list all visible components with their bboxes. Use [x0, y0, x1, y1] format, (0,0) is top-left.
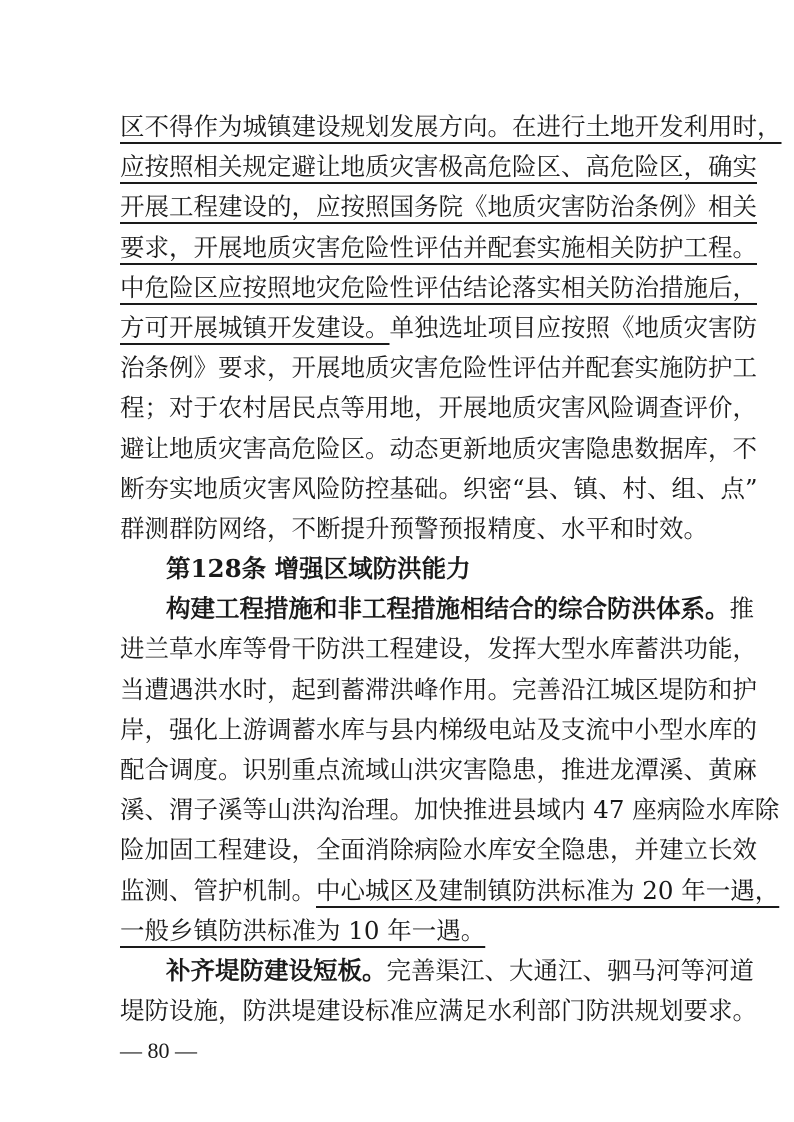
text-line [120, 629, 757, 669]
body-text: 断夯实地质灾害风险防控基础。织密“县、镇、村、组、点” [120, 473, 758, 503]
body-text: 单独选址项目应按照《地质灾害防 [389, 312, 757, 342]
body-text: 避让地质灾害高危险区。动态更新地质灾害隐患数据库，不 [120, 433, 757, 463]
body-text: 险加固工程建设，全面消除病险水库安全隐患，并建立长效 [120, 835, 757, 865]
underlined-text: 方可开展城镇开发建设。 [120, 312, 390, 342]
underlined-text: 开展工程建设的，应按照国务院《地质灾害防治条例》相关 [120, 192, 757, 222]
text-line [120, 308, 757, 348]
body-text: 进兰草水库等骨干防洪工程建设，发挥大型水库蓄洪功能， [120, 634, 757, 664]
text-line [120, 147, 757, 187]
text-line [120, 429, 757, 469]
underlined-text: 应按照相关规定避让地质灾害极高危险区、高危险区，确实 [120, 152, 757, 182]
text-line [120, 710, 757, 750]
text-line [120, 228, 757, 268]
body-text: 岸，强化上游调蓄水库与县内梯级电站及支流中小型水库的 [120, 714, 757, 744]
body-text: 堤防设施，防洪堤建设标准应满足水利部门防洪规划要求。 [120, 996, 757, 1026]
body-text: 程；对于农村居民点等用地，开展地质灾害风险调查评价， [120, 393, 757, 423]
body-text: 配合调度。识别重点流域山洪灾害隐患，推进龙潭溪、黄麻 [120, 755, 757, 784]
text-line [120, 911, 688, 951]
text-line [120, 549, 688, 589]
underlined-text: 中危险区应按照地灾危险性评估结论落实相关防治措施后， [120, 272, 757, 302]
underlined-text: 一般乡镇防洪标准为 10 年一遇。 [120, 915, 486, 945]
text-line [120, 830, 757, 870]
bold-heading-text: 构建工程措施和非工程措施相结合的综合防洪体系。 [166, 594, 730, 624]
body-text: 当遭遇洪水时，起到蓄滞洪峰作用。完善沿江城区堤防和护 [120, 674, 757, 704]
body-text: 推 [729, 594, 754, 624]
body-text: 监测、管护机制。 [120, 875, 316, 905]
body-text: 完善渠江、大通江、驷马河等河道 [386, 955, 754, 985]
document-body [120, 107, 782, 1031]
text-line [120, 509, 708, 549]
text-line [120, 469, 758, 509]
text-line [120, 670, 757, 710]
text-line [120, 951, 754, 991]
text-line [120, 388, 757, 428]
bold-heading-text: 补齐堤防建设短板。 [166, 955, 387, 985]
body-text: 治条例》要求，开展地质灾害危险性评估并配套实施防护工 [120, 353, 757, 383]
text-line [120, 107, 782, 147]
text-line [120, 268, 757, 308]
text-line [120, 790, 780, 830]
body-text: 群测群防网络，不断提升预警预报精度、水平和时效。 [120, 513, 708, 543]
underlined-text: 中心城区及建制镇防洪标准为 20 年一遇， [316, 875, 780, 905]
text-line [120, 750, 757, 790]
text-line [120, 187, 757, 227]
underlined-text: 要求，开展地质灾害危险性评估并配套实施相关防护工程。 [120, 232, 757, 262]
body-text: 溪、渭子溪等山洪沟治理。加快推进县域内 47 座病险水库除 [120, 795, 780, 825]
text-line [120, 991, 757, 1031]
text-line [120, 348, 757, 388]
page-number: — 80 — [120, 1038, 197, 1063]
text-line [120, 589, 754, 629]
bold-heading-text: 第128条 增强区域防洪能力 [166, 554, 471, 584]
text-line [120, 871, 780, 911]
underlined-text: 区不得作为城镇建设规划发展方向。在进行土地开发利用时， [120, 112, 782, 141]
